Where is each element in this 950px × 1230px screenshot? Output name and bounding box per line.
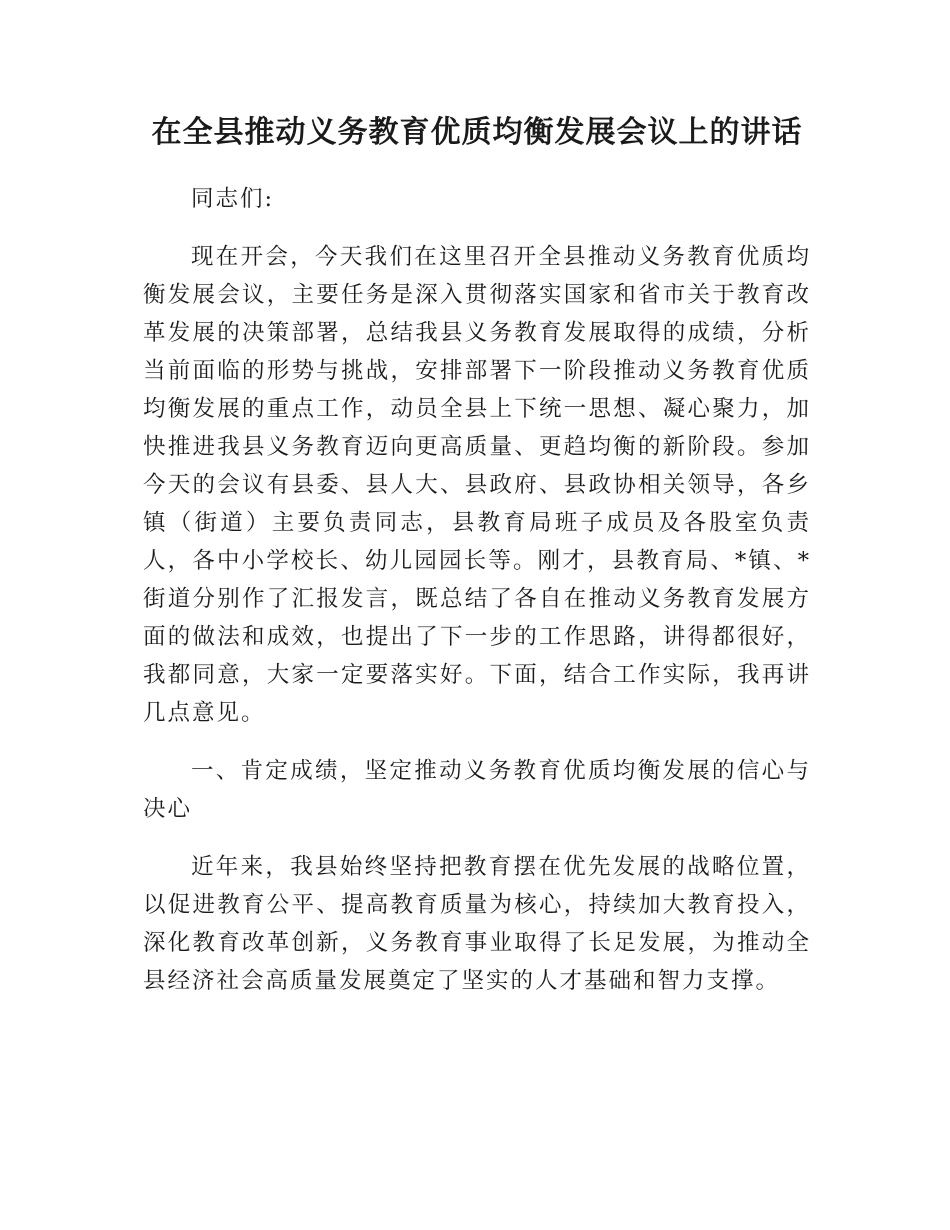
document-title: 在全县推动义务教育优质均衡发展会议上的讲话 <box>151 115 803 150</box>
paragraph-opening: 现在开会，今天我们在这里召开全县推动义务教育优质均衡发展会议，主要任务是深入贯彻落实国家和省市关于教育改革发展的决策部署，总结我县义务教育发展取得的成绩，分析当前面临的形势与挑战，安排部署下一阶段推动义务教育优质均衡发展的重点工作，动员全县上下统一思想、凝心聚力，加快推进我县义务教育迈向更高质量、更趋均衡的新阶段。参加今天的会议有县委、县人大、县政府、县政协相关领导，各乡镇（街道）主要负责同志，县教育局班子成员及各股室负责人，各中小学校长、幼儿园园长等。刚才，县教育局、*镇、*街道分别作了汇报发言，既总结了各自在推动义务教育发展方面的做法和成效，也提出了下一步的工作思路，讲得都很好，我都同意，大家一定要落实好。下面，结合工作实际，我再讲几点意见。 <box>143 244 811 726</box>
document-page <box>143 0 811 1000</box>
paragraph-achievements: 近年来，我县始终坚持把教育摆在优先发展的战略位置，以促进教育公平、提高教育质量为核心，持续加大教育投入，深化教育改革创新，义务教育事业取得了长足发展，为推动全县经济社会高质量发展奠定了坚实的人才基础和智力支撑。 <box>143 854 811 994</box>
salutation: 同志们: <box>191 186 275 212</box>
section-heading-1: 一、肯定成绩，坚定推动义务教育优质均衡发展的信心与决心 <box>143 758 811 822</box>
